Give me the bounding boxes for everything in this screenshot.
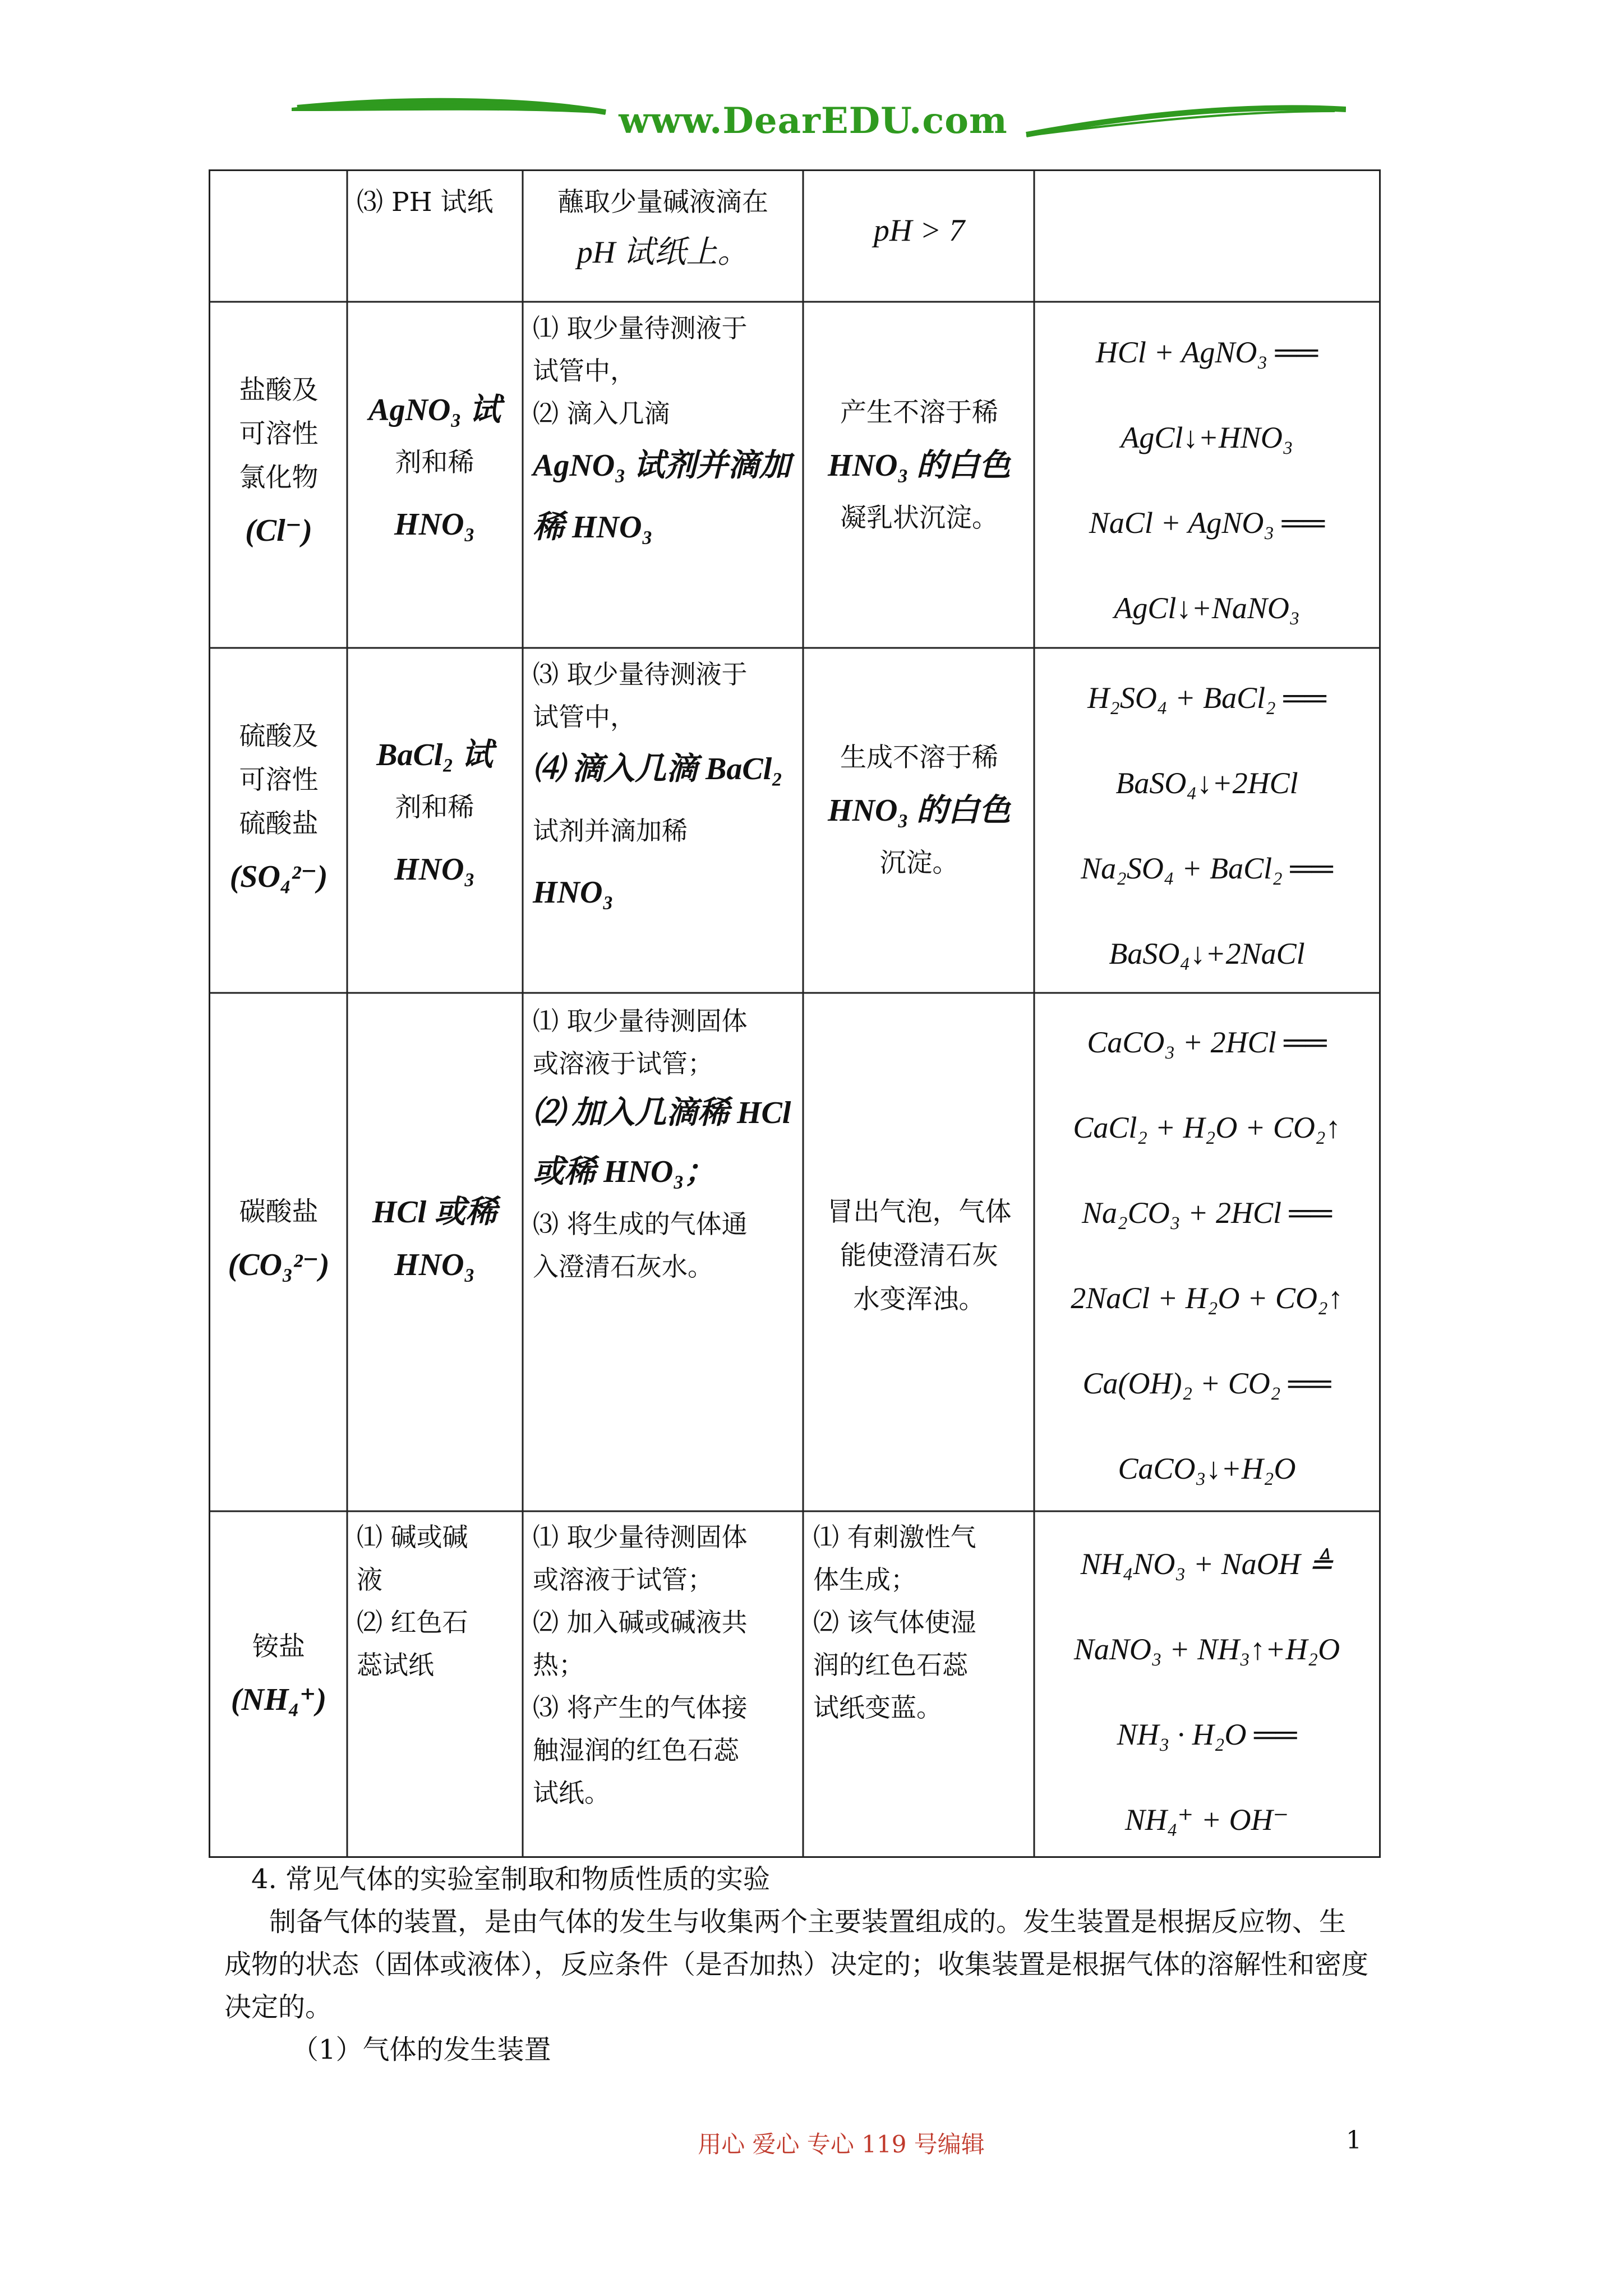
row0-reagent: ⑶ PH 试纸 bbox=[357, 187, 494, 218]
row4-ion: 铵盐 (NH₄⁺) bbox=[230, 1631, 327, 1717]
row1-equations: HCl + AgNO₃ ══ AgCl↓+HNO₃ NaCl + AgNO₃ ══ AgCl↓+NaNO₃ bbox=[1089, 335, 1325, 625]
row1-ion: 盐酸及 可溶性 氯化物 (Cl⁻) bbox=[239, 375, 319, 548]
row0-method: 蘸取少量碱液滴在 pH 试纸上。 bbox=[557, 187, 768, 270]
row2-phenomenon: 生成不溶于稀 HNO₃ 的白色 沉淀。 bbox=[828, 742, 1011, 878]
row3-reagent: HCl 或稀 HNO₃ bbox=[372, 1195, 497, 1282]
row2-ion: 硫酸及 可溶性 硫酸盐 (SO₄²⁻) bbox=[229, 721, 328, 894]
site-name: www.DearEDU.com bbox=[619, 100, 1008, 142]
section-heading: 4. 常见气体的实验室制取和物质性质的实验 bbox=[251, 1864, 771, 1895]
paragraph-line-3: 决定的。 bbox=[224, 1991, 333, 2023]
row2-reagent: BaCl₂ 试 剂和稀 HNO₃ bbox=[376, 738, 493, 887]
row3-phenomenon: 冒出气泡，气体 能使澄清石灰 水变浑浊。 bbox=[827, 1197, 1012, 1315]
row3-ion: 碳酸盐 (CO₃²⁻) bbox=[228, 1197, 330, 1282]
row2-equations: H₂SO₄ + BaCl₂ ══ BaSO₄↓+2HCl Na₂SO₄ + BaCl₂ ══ BaSO₄↓+2NaCl bbox=[1081, 681, 1333, 970]
subsection-heading: （1）气体的发生装置 bbox=[292, 2034, 551, 2065]
row4-phenomenon: ⑴ 有刺激性气 体生成； ⑵ 该气体使湿 润的红色石蕊 试纸变蓝。 bbox=[813, 1522, 976, 1723]
row3-equations: CaCO₃ + 2HCl ══ CaCl₂ + H₂O + CO₂↑ Na₂CO₃ + 2HCl ══ 2NaCl + H₂O + CO₂↑ Ca(OH)₂ + CO₂ ══ CaCO₃↓+H₂O bbox=[1071, 1025, 1343, 1485]
row1-phenomenon: 产生不溶于稀 HNO₃ 的白色 凝乳状沉淀。 bbox=[828, 397, 1011, 533]
paragraph-line-2: 成物的状态（固体或液体），反应条件（是否加热）决定的；收集装置是根据气体的溶解性和密度 bbox=[224, 1949, 1369, 1980]
row3-method: ⑴ 取少量待测固体 或溶液于试管； ⑵ 加入几滴稀 HCl 或稀 HNO₃； ⑶ 将生成的气体通 入澄清石灰水。 bbox=[533, 1006, 791, 1282]
row4-equations: NH₄NO₃ + NaOH ≜ NaNO₃ + NH₃↑+H₂O NH₃ · H₂O ══ NH₄⁺ + OH⁻ bbox=[1073, 1547, 1340, 1837]
row1-method: ⑴ 取少量待测液于 试管中， ⑵ 滴入几滴 AgNO₃ 试剂并滴加 稀 HNO₃ bbox=[533, 313, 791, 545]
row0-phenomenon: pH > 7 bbox=[873, 213, 965, 248]
footer-credit: 用心 爱心 专心 119 号编辑 bbox=[698, 2131, 985, 2158]
paragraph-line-1: 制备气体的装置，是由气体的发生与收集两个主要装置组成的。发生装置是根据反应物、生 bbox=[269, 1906, 1347, 1938]
row1-reagent: AgNO₃ 试 剂和稀 HNO₃ bbox=[368, 393, 501, 542]
page-number: 1 bbox=[1346, 2126, 1362, 2155]
row4-method: ⑴ 取少量待测固体 或溶液于试管； ⑵ 加入碱或碱液共 热； ⑶ 将产生的气体接 触湿润的红色石蕊 试纸。 bbox=[533, 1522, 748, 1808]
row2-method: ⑶ 取少量待测液于 试管中， ⑷ 滴入几滴 BaCl₂ 试剂并滴加稀 HNO₃ bbox=[533, 659, 783, 910]
row4-reagent: ⑴ 碱或碱 液 ⑵ 红色石 蕊试纸 bbox=[357, 1522, 468, 1680]
